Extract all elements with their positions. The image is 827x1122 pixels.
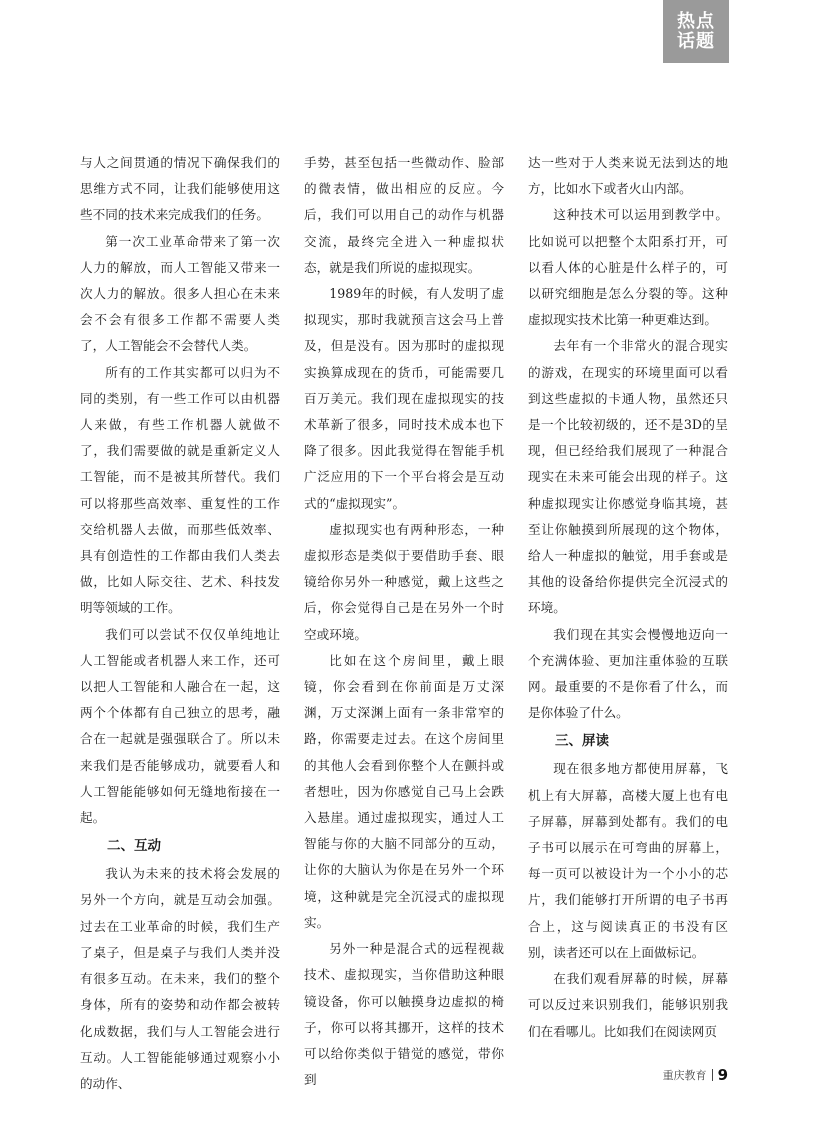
footer-divider (712, 1069, 713, 1081)
magazine-name: 重庆教育 (662, 1069, 707, 1082)
column-2 (304, 150, 504, 1093)
paragraph: 现在很多地方都使用屏幕，飞机上有大屏幕，高楼大厦上也有电子屏幕，屏幕到处都有。我们的电子书可以展示在可弯曲的屏幕上，每一页可以被设计为一个小小的芯片，我们能够打开所谓的电子书再合上，这与阅读真正的书没有区别，读者还可以在上面做标记。 (528, 761, 728, 960)
paragraph: 去年有一个非常火的混合现实的游戏，在现实的环境里面可以看到这些虚拟的卡通人物，虽然还只是一个比较初级的，还不是3D的呈现，但已经给我们展现了一种混合现实在未来可能会出现的样子。这种虚拟现实让你感觉身临其境，甚至让你触摸到所展现的这个物体，给人一种虚拟的触觉，用手套或是其他的设备给你提供完全沉浸式的环境。 (528, 338, 728, 616)
paragraph: 我认为未来的技术将会发展的另外一个方向，就是互动会加强。过去在工业革命的时候，我们生产了桌子，但是桌子与我们人类并没有很多互动。在未来，我们的整个身体，所有的姿势和动作都会被转化成数据，我们与人工智能会进行互动。人工智能能够通过观察小小的动作、 (80, 866, 280, 1091)
paragraph: 虚拟现实也有两种形态，一种虚拟形态是类似于要借助手套、眼镜给你另外一种感觉，戴上这些之后，你会觉得自己是在另外一个时空或环境。 (304, 521, 504, 642)
column-1 (80, 150, 280, 1097)
paragraph: 我们可以尝试不仅仅单纯地让人工智能或者机器人来工作，还可以把人工智能和人融合在一起，这两个个体都有自己独立的思考，融合在一起就是强强联合了。所以未来我们是否能够成功，就要看人和人工智能能够如何无缝地衔接在一起。 (80, 626, 280, 826)
paragraph: 达一些对于人类来说无法到达的地方，比如水下或者火山内部。 (528, 155, 728, 197)
paragraph: 另外一种是混合式的远程视裁技术、虚拟现实，当你借助这种眼镜设备，你可以触摸身边虚拟的椅子，你可以将其挪开，这样的技术可以给你类似于错觉的感觉，带你到 (304, 941, 504, 1088)
paragraph: 在我们观看屏幕的时候，屏幕可以反过来识别我们，能够识别我们在看哪儿。比如我们在阅读网页 (528, 971, 728, 1039)
column-3 (528, 150, 728, 1045)
paragraph: 这种技术可以运用到教学中。比如说可以把整个太阳系打开，可以看人体的心脏是什么样子的，可以研究细胞是怎么分裂的等。这种虚拟现实技术比第一种更难达到。 (528, 207, 728, 328)
paragraph: 与人之间贯通的情况下确保我们的思维方式不同，让我们能够使用这些不同的技术来完成我们的任务。 (80, 155, 280, 223)
paragraph: 1989年的时候，有人发明了虚拟现实，那时我就预言这会马上普及，但是没有。因为那时的虚拟现实换算成现在的货币，可能需要几百万美元。我们现在虚拟现实的技术革新了很多，同时技术成本也下降了很多。因此我觉得在智能手机广泛应用的下一个平台将会是互动式的“虚拟现实”。 (304, 286, 504, 511)
section-tag-line1: 热点 (677, 10, 715, 32)
section-tag-line2: 话题 (677, 30, 715, 52)
paragraph: 手势，甚至包括一些微动作、脸部的微表情，做出相应的反应。今后，我们可以用自己的动作与机器交流，最终完全进入一种虚拟状态，就是我们所说的虚拟现实。 (304, 155, 504, 275)
paragraph: 比如在这个房间里，戴上眼镜，你会看到在你前面是万丈深渊，万丈深渊上面有一条非常窄的路，你需要走过去。在这个房间里的其他人会看到你整个人在颤抖或者想吐，因为你感觉自己马上会跌入悬崖。通过虚拟现实，通过人工智能与你的大脑不同部分的互动，让你的大脑认为你是在另外一个环境，这种就是完全沉浸式的虚拟现实。 (304, 652, 504, 930)
section-heading-reading: 三、屏读 (555, 733, 609, 750)
paragraph: 我们现在其实会慢慢地迈向一个充满体验、更加注重体验的互联网。最重要的不是你看了什么，而是你体验了什么。 (528, 626, 728, 721)
page-number: 9 (717, 1066, 728, 1084)
paragraph: 第一次工业革命带来了第一次人力的解放，而人工智能又带来一次人力的解放。很多人担心在未来会不会有很多工作都不需要人类了，人工智能会不会替代人类。 (80, 233, 280, 354)
paragraph: 所有的工作其实都可以归为不同的类别，有一些工作可以由机器人来做，有些工作机器人就做不了，我们需要做的就是重新定义人工智能，而不是被其所替代。我们可以将那些高效率、重复性的工作交给机器人去做，而那些低效率、具有创造性的工作都由我们人类去做，比如人际交往、艺术、科技发明等领域的工作。 (80, 364, 280, 616)
section-tag (663, 0, 729, 63)
section-heading-interaction: 二、互动 (107, 838, 161, 855)
page-footer (663, 1066, 728, 1084)
